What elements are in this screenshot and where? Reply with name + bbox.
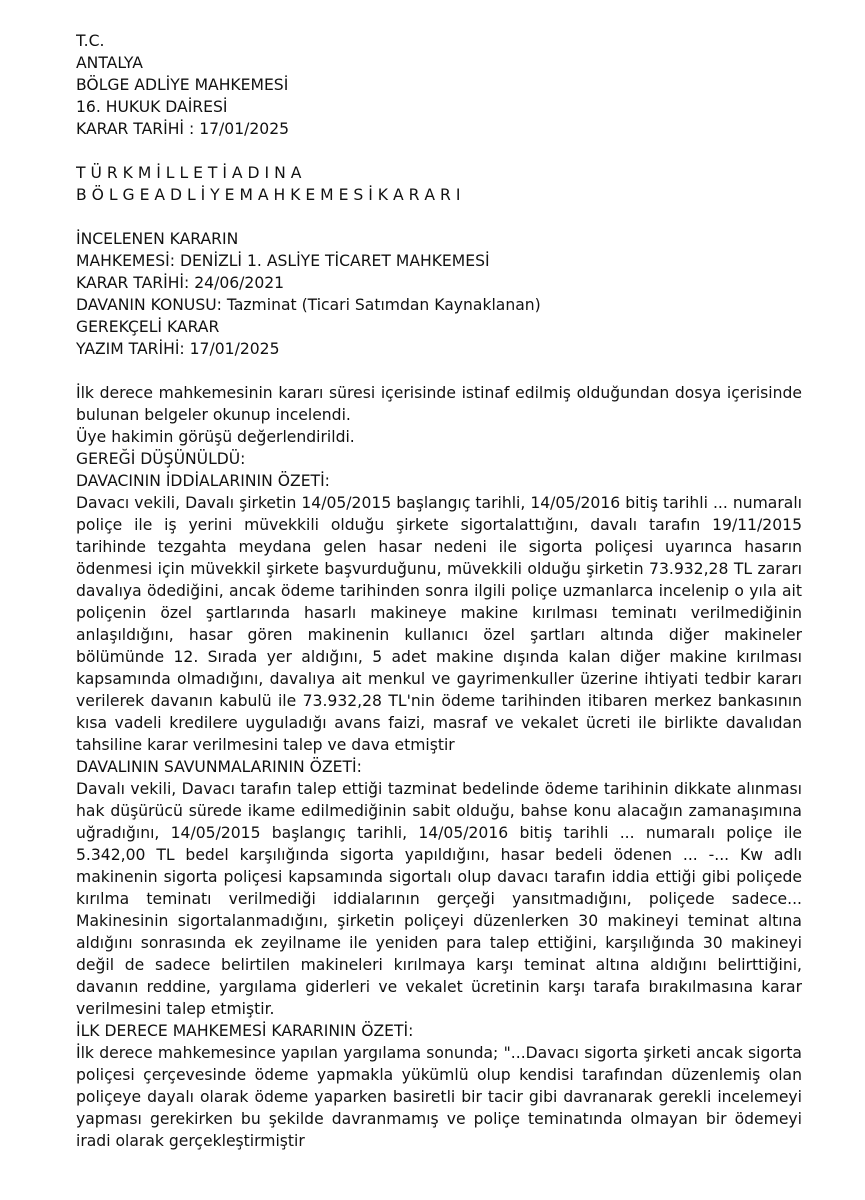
spacer [76,140,802,162]
title-line-nation: T Ü R K M İ L L E T İ A D I N A [76,164,302,182]
reviewed-writing-date: YAZIM TARİHİ: 17/01/2025 [76,340,280,358]
court-header [76,30,802,140]
title-line-decision: B Ö L G E A D L İ Y E M A H K E M E S İ K A R A R I [76,186,461,204]
spacer [76,206,802,228]
spacer [76,360,802,382]
reviewed-decision-date: KARAR TARİHİ: 24/06/2021 [76,274,285,292]
header-line-city: ANTALYA [76,54,143,72]
header-line-decision-date: KARAR TARİHİ : 17/01/2025 [76,120,290,138]
first-instance-paragraph: İlk derece mahkemesince yapılan yargılama sonunda; "...Davacı sigorta şirketi ancak sigorta poliçesi çerçevesinde ödeme yapmakla yükümlü olup kendisi tarafından düzenlemiş olan poliçeye dayalı olarak ödeme yaparken basiretli bir tacir gibi davranarak gerekli incelemeyi yapması gerekirken bu şekilde davranmamış ve poliçe teminatında olmayan bir ödemeyi iradi olarak gerçekleştirmiştir [76,1044,802,1150]
reviewed-court: MAHKEMESİ: DENİZLİ 1. ASLİYE TİCARET MAHKEMESİ [76,252,490,270]
decision-title [76,162,802,206]
header-line-chamber: 16. HUKUK DAİRESİ [76,98,228,116]
header-line-tc: T.C. [76,32,105,50]
reviewed-reasoned-decision: GEREKÇELİ KARAR [76,318,220,336]
considered-heading: GEREĞİ DÜŞÜNÜLDÜ: [76,450,246,468]
intro-paragraph: İlk derece mahkemesinin kararı süresi içerisinde istinaf edilmiş olduğundan dosya içerisinde bulunan belgeler okunup incelendi. [76,384,802,424]
reviewed-case-subject: DAVANIN KONUSU: Tazminat (Ticari Satımdan Kaynaklanan) [76,296,541,314]
document-page [76,30,802,1167]
header-line-court: BÖLGE ADLİYE MAHKEMESİ [76,76,289,94]
decision-body [76,382,802,1152]
plaintiff-claims-paragraph: Davacı vekili, Davalı şirketin 14/05/2015 başlangıç tarihli, 14/05/2016 bitiş tarihli ... numaralı poliçe ile iş yerini müvekkili olduğu şirkete sigortalattığını, davalı tarafın 19/11/2015 tarihinde tezgahta meydana gelen hasar nedeni ile sigorta poliçesi uyarınca hasarın ödenmesi için müvekkil şirkete başvurduğunu, müvekkili olduğu şirketin 73.932,28 TL zararı davalıya ödediğini, ancak ödeme tarihinden sonra ilgili poliçe uzmanlarca incelenip o yıla ait poliçenin özel şartlarında hasarlı makineye makine kırılması teminatı verilmediğinin anlaşıldığını, hasar gören makinenin kullanıcı özel şartları altında diğer makineler bölümünde 12. Sırada yer aldığını, 5 adet makine dışında kalan diğer makine kırılması kapsamında olmadığını, davalıya ait menkul ve gayrimenkuller üzerine ihtiyati tedbir kararı verilerek davanın kabulü ile 73.932,28 TL'nin ödeme tarihinden itibaren merkez bankasının kısa vadeli kredilere uyguladığı avans faizi, masraf ve vekalet ücreti ile birlikte davalıdan tahsiline karar verilmesini talep ve dava etmiştir [76,494,802,754]
plaintiff-claims-heading: DAVACININ İDDİALARININ ÖZETİ: [76,472,330,490]
reviewed-decision-info [76,228,802,360]
defendant-defense-heading: DAVALININ SAVUNMALARININ ÖZETİ: [76,758,362,776]
member-opinion-line: Üye hakimin görüşü değerlendirildi. [76,428,355,446]
defendant-defense-paragraph: Davalı vekili, Davacı tarafın talep ettiği tazminat bedelinde ödeme tarihinin dikkate alınması hak düşürücü sürede ikame edilmediğinin sabit olduğu, bahse konu alacağın zamanaşımına uğradığını, 14/05/2015 başlangıç tarihli, 14/05/2016 bitiş tarihli ... numaralı poliçe ile 5.342,00 TL bedel karşılığında sigorta yapıldığını, hasar bedeli ödenen ... -... Kw adlı makinenin sigorta poliçesi kapsamında sigortalı olup davacı tarafın iddia ettiği gibi poliçede kırılma teminatı verilmediği iddialarının gerçeği yansıtmadığını, poliçede sadece... Makinesinin sigortalanmadığını, şirketin poliçeyi düzenlerken 30 makineyi teminat altına aldığını sonrasında ek zeyilname ile yeniden para talep ettiğini, karşılığında 30 makineyi değil de sadece belirtilen makineleri kırılmaya karşı teminat altına aldığını belirttiğini, davanın reddine, yargılama giderleri ve vekalet ücretinin karşı tarafa bırakılmasına karar verilmesini talep etmiştir. [76,780,802,1018]
reviewed-heading: İNCELENEN KARARIN [76,230,239,248]
first-instance-heading: İLK DERECE MAHKEMESİ KARARININ ÖZETİ: [76,1022,414,1040]
